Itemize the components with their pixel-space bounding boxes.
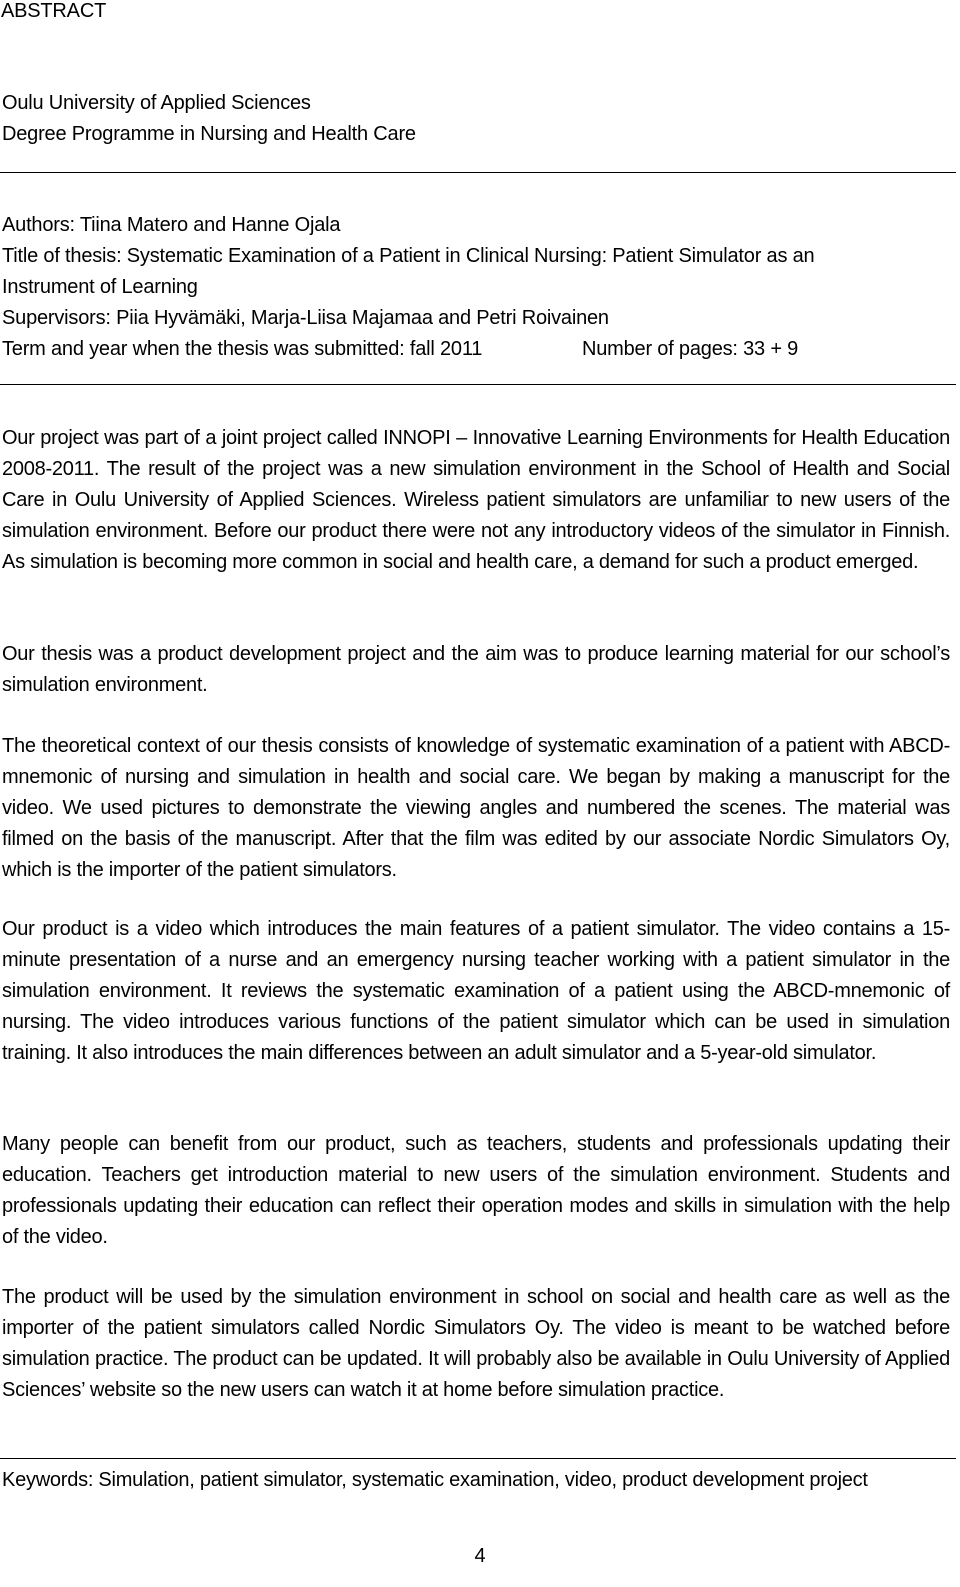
abstract-heading: ABSTRACT: [1, 0, 107, 22]
keywords-divider: [0, 1458, 956, 1459]
degree-programme: Degree Programme in Nursing and Health Care: [2, 123, 416, 145]
abstract-paragraph-1: Our project was part of a joint project called INNOPI – Innovative Learning Environments for Health Education 2008-2011. The result of the project was a new simulation environment in the School of Health and Social Care in Oulu University of Applied Sciences. Wireless patient simulators are unfamiliar to new users of the simulation environment. Before our product there were not any introductory videos of the simulator in Finnish. As simulation is becoming more common in social and health care, a demand for such a product emerged.: [2, 427, 950, 573]
abstract-paragraph-6: The product will be used by the simulation environment in school on social and health care as well as the importer of the patient simulators called Nordic Simulators Oy. The video is meant to be watched before simulation practice. The product can be updated. It will probably also be available in Oulu University of Applied Sciences’ website so the new users can watch it at home before simulation practice.: [2, 1286, 950, 1401]
page-count: Number of pages: 33 + 9: [582, 338, 799, 360]
abstract-paragraph-3: The theoretical context of our thesis consists of knowledge of systematic examination of a patient with ABCD-mnemonic of nursing and simulation in health and social care. We began by making a manuscript for the video. We used pictures to demonstrate the viewing angles and numbered the scenes. The material was filmed on the basis of the manuscript. After that the film was edited by our associate Nordic Simulators Oy, which is the importer of the patient simulators.: [2, 735, 950, 881]
supervisors-line: Supervisors: Piia Hyvämäki, Marja-Liisa Majamaa and Petri Roivainen: [2, 307, 609, 329]
authors-line: Authors: Tiina Matero and Hanne Ojala: [2, 214, 341, 236]
page-number: 4: [474, 1545, 486, 1567]
meta-divider: [0, 384, 956, 385]
institution-name: Oulu University of Applied Sciences: [2, 92, 311, 114]
keywords-line: Keywords: Simulation, patient simulator, systematic examination, video, product development project: [2, 1469, 868, 1491]
abstract-paragraph-4: Our product is a video which introduces the main features of a patient simulator. The video contains a 15-minute presentation of a nurse and an emergency nursing teacher working with a patient simulator in the simulation environment. It reviews the systematic examination of a patient using the ABCD-mnemonic of nursing. The video introduces various functions of the patient simulator which can be used in simulation training. It also introduces the main differences between an adult simulator and a 5-year-old simulator.: [2, 918, 950, 1064]
abstract-paragraph-5: Many people can benefit from our product, such as teachers, students and professionals updating their education. Teachers get introduction material to new users of the simulation environment. Students and professionals updating their education can reflect their operation modes and skills in simulation with the help of the video.: [2, 1133, 950, 1248]
top-divider: [0, 172, 956, 173]
submission-term: Term and year when the thesis was submitted: fall 2011: [2, 338, 483, 360]
thesis-title-line-1: Title of thesis: Systematic Examination of a Patient in Clinical Nursing: Patient Simulator as an: [2, 245, 815, 267]
abstract-paragraph-2: Our thesis was a product development project and the aim was to produce learning material for our school’s simulation environment.: [2, 643, 950, 696]
thesis-title-line-2: Instrument of Learning: [2, 276, 198, 298]
